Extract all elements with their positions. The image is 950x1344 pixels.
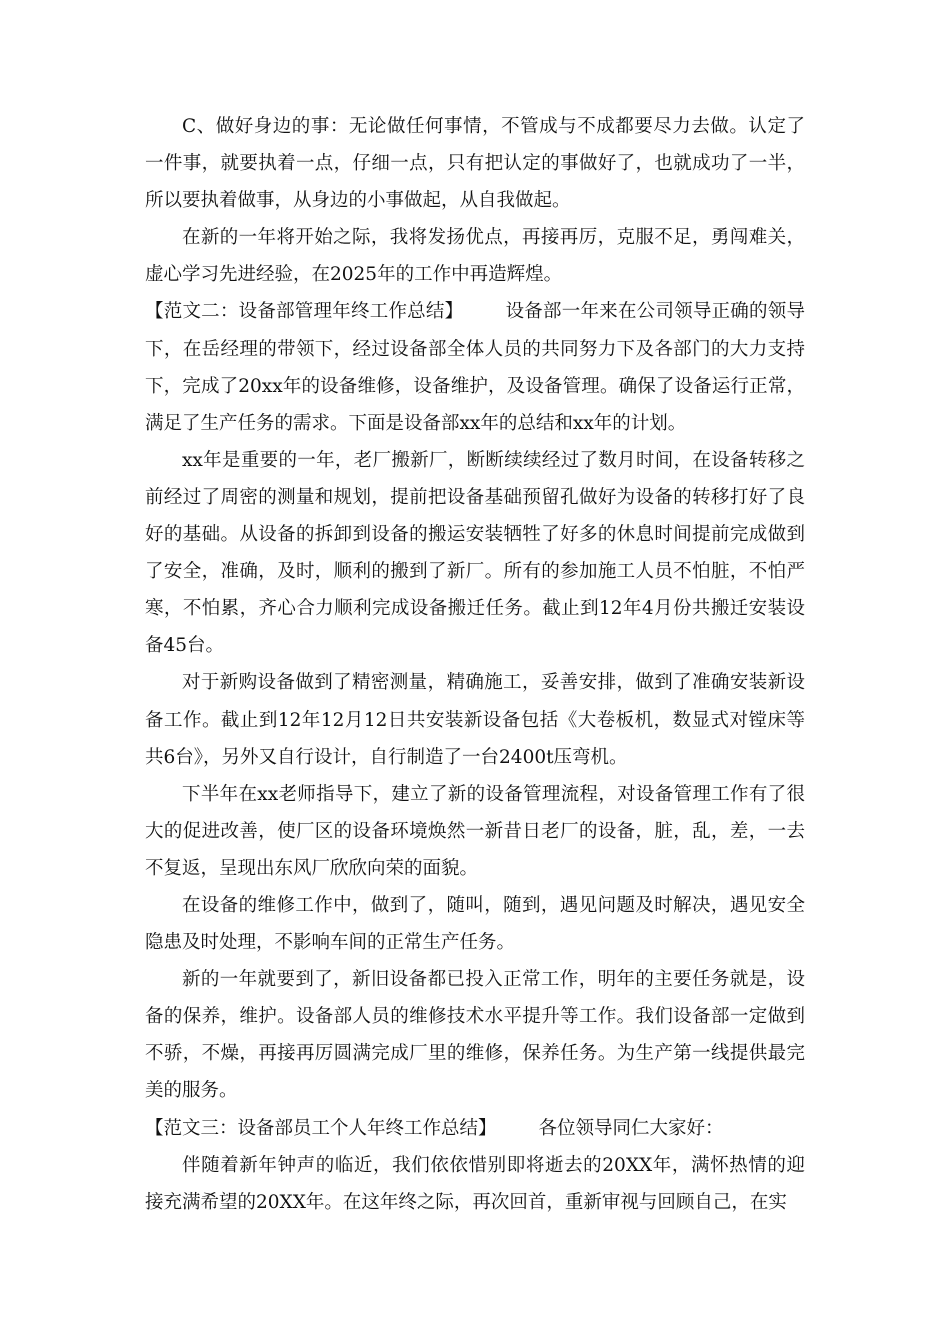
- section-2-lead-text: 设备部一年来在公司领导正确的领导下，在岳经理的带领下，经过设备部全体人员的共同努力下及各部门的大力支持下，完成了20xx年的设备维修，设备维护，及设备管理。确保了设备运行正常，满足了生产任务的需求。下面是设备部xx年的总结和xx年的计划。: [145, 301, 805, 434]
- paragraph-c-do-things: C、做好身边的事：无论做任何事情，不管成与不成都要尽力去做。认定了一件事，就要执着一点，仔细一点，只有把认定的事做好了，也就成功了一半，所以要执着做事，从身边的小事做起，从自我做起。: [145, 116, 805, 212]
- section-3-greeting: 各位领导同仁大家好：: [538, 1117, 724, 1139]
- paragraph-new-equipment: 对于新购设备做到了精密测量，精确施工，妥善安排，做到了准确安装新设备工作。截止到12年12月12日共安装新设备包括《大卷板机，数显式对镗床等共6台》，另外又自行设计，自行制造了一台2400t压弯机。: [145, 672, 805, 768]
- paragraph-management-process: 下半年在xx老师指导下，建立了新的设备管理流程，对设备管理工作有了很大的促进改善，使厂区的设备环境焕然一新昔日老厂的设备，脏，乱，差，一去不复返，呈现出东风厂欣欣向荣的面貌。: [145, 783, 805, 879]
- paragraph-next-year-tasks: 新的一年就要到了，新旧设备都已投入正常工作，明年的主要任务就是，设备的保养，维护。设备部人员的维修技术水平提升等工作。我们设备部一定做到不骄，不燥，再接再厉圆满完成厂里的维修，保养任务。为生产第一线提供最完美的服务。: [145, 969, 805, 1102]
- paragraph-maintenance-work: 在设备的维修工作中，做到了，随叫，随到，遇见问题及时解决，遇见安全隐患及时处理，不影响车间的正常生产任务。: [145, 894, 805, 954]
- paragraph-plant-relocation: xx年是重要的一年，老厂搬新厂，断断续续经过了数月时间，在设备转移之前经过了周密的测量和规划，提前把设备基础预留孔做好为设备的转移打好了良好的基础。从设备的拆卸到设备的搬运安装牺牲了好多的休息时间提前完成做到了安全，准确，及时，顺利的搬到了新厂。所有的参加施工人员不怕脏，不怕严寒，不怕累，齐心合力顺利完成设备搬迁任务。截止到12年4月份共搬迁安装设备45台。: [145, 449, 805, 657]
- paragraph-new-year-outlook: 在新的一年将开始之际，我将发扬优点，再接再厉，克服不足，勇闯难关，虚心学习先进经验，在2025年的工作中再造辉煌。: [145, 227, 805, 286]
- paragraph-new-year-bells: 伴随着新年钟声的临近，我们依依惜别即将逝去的20XX年，满怀热情的迎接充满希望的20XX年。在这年终之际，再次回首，重新审视与回顾自己，在实: [145, 1154, 805, 1213]
- section-3-heading: 【范文三：设备部员工个人年终工作总结】: [145, 1117, 497, 1139]
- section-3-intro: [145, 1110, 805, 1147]
- section-2-intro: [145, 293, 805, 441]
- document-body: [145, 108, 805, 1221]
- section-2-heading: 【范文二：设备部管理年终工作总结】: [145, 301, 464, 323]
